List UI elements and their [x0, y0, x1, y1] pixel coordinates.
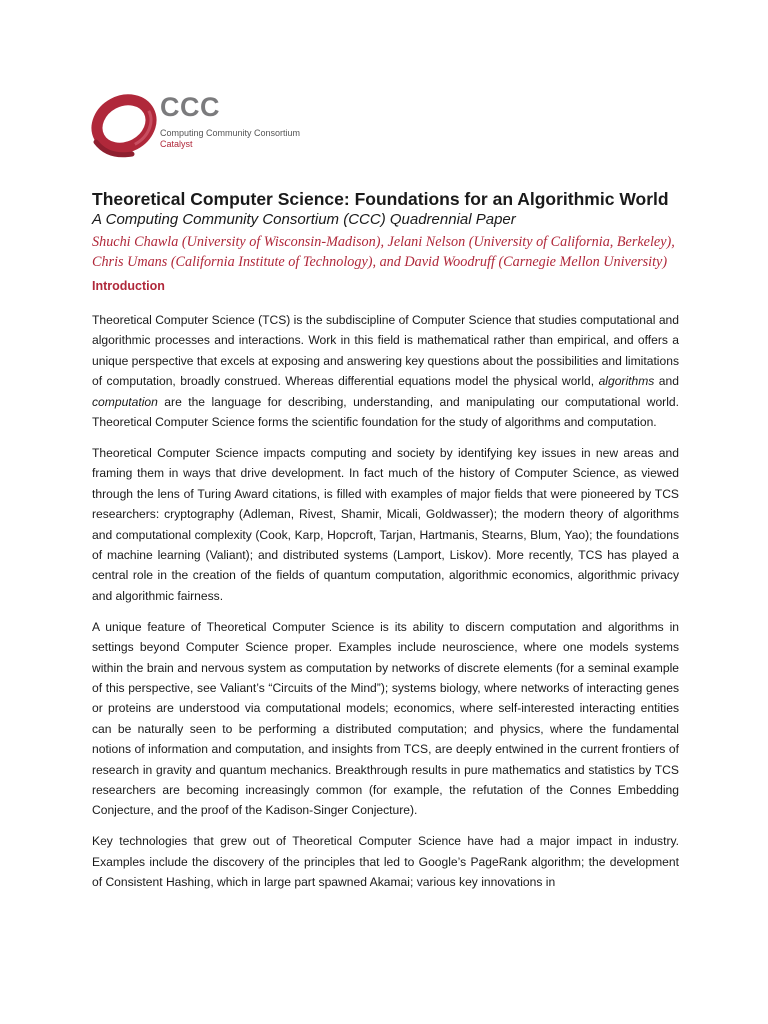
ccc-ring-logo-icon: [88, 84, 160, 164]
paper-body: [92, 310, 679, 903]
logo-organization-name: Computing Community Consortium: [160, 128, 301, 138]
authors-line-1: Shuchi Chawla (University of Wisconsin-Madison), Jelani Nelson (University of California, Berkeley),: [92, 234, 675, 250]
emphasis-algorithms: algorithms: [598, 374, 655, 389]
ccc-logo: [88, 84, 301, 172]
paragraph-1-part-c: are the language for describing, understanding, and manipulating our computational world. Theoretical Computer Science forms the scientific foundation for the study of algorithms and computation.: [92, 394, 679, 430]
paragraph-1-part-b: and: [654, 374, 679, 389]
logo-text: [160, 92, 300, 150]
author-list: [92, 232, 692, 272]
emphasis-computation: computation: [92, 394, 158, 409]
paragraph-1: [92, 310, 679, 432]
paragraph-4: Key technologies that grew out of Theoretical Computer Science have had a major impact in industry. Examples include the discovery of the principles that led to Google’s PageRank algorithm; the development of Consistent Hashing, which in large part spawned Akamai; various key innovations in: [92, 834, 679, 890]
authors-line-2: Chris Umans (California Institute of Technology), and David Woodruff (Carnegie Mellon University): [92, 254, 668, 270]
logo-subtitle: Catalyst: [160, 139, 193, 149]
paper-header: [92, 188, 692, 272]
paper-subtitle: A Computing Community Consortium (CCC) Quadrennial Paper: [92, 211, 516, 228]
paragraph-3: A unique feature of Theoretical Computer Science is its ability to discern computation and algorithms in settings beyond Computer Science proper. Examples include neuroscience, where one models systems within the brain and nervous system as computation by networks of discrete elements (for a seminal example of this perspective, see Valiant’s “Circuits of the Mind”); systems biology, where networks of interacting genes or proteins are understood via computational models; economics, where self-interested interacting entities can be naturally seen to be performing a distributed computation; and physics, where the fundamental notions of information and computation, and insights from TCS, are deeply entwined in the current frontiers of research in gravity and quantum mechanics. Breakthrough results in pure mathematics and statistics by TCS researchers are becoming increasingly common (for example, the refutation of the Connes Embedding Conjecture, and the proof of the Kadison-Singer Conjecture).: [92, 619, 679, 818]
paper-title: Theoretical Computer Science: Foundations for an Algorithmic World: [92, 189, 669, 209]
logo-acronym: CCC: [160, 92, 220, 122]
paragraph-2: Theoretical Computer Science impacts computing and society by identifying key issues in new areas and framing them in ways that drive development. In fact much of the history of Computer Science, as viewed through the lens of Turing Award citations, is filled with examples of major fields that were pioneered by TCS researchers: cryptography (Adleman, Rivest, Shamir, Micali, Goldwasser); the modern theory of algorithms and computational complexity (Cook, Karp, Hopcroft, Tarjan, Hartmanis, Stearns, Blum, Yao); the foundations of machine learning (Valiant); and distributed systems (Lamport, Liskov). More recently, TCS has played a central role in the creation of the fields of quantum computation, algorithmic economics, algorithmic privacy and algorithmic fairness.: [92, 445, 679, 603]
section-heading: Introduction: [92, 279, 165, 293]
paragraph-1-part-a: Theoretical Computer Science (TCS) is the subdiscipline of Computer Science that studies computational and algorithmic processes and interactions. Work in this field is mathematical rather than empirical, and offers a unique perspective that excels at exposing and answering key questions about the possibilities and limitations of computation, broadly construed. Whereas differential equations model the physical world,: [92, 313, 679, 389]
